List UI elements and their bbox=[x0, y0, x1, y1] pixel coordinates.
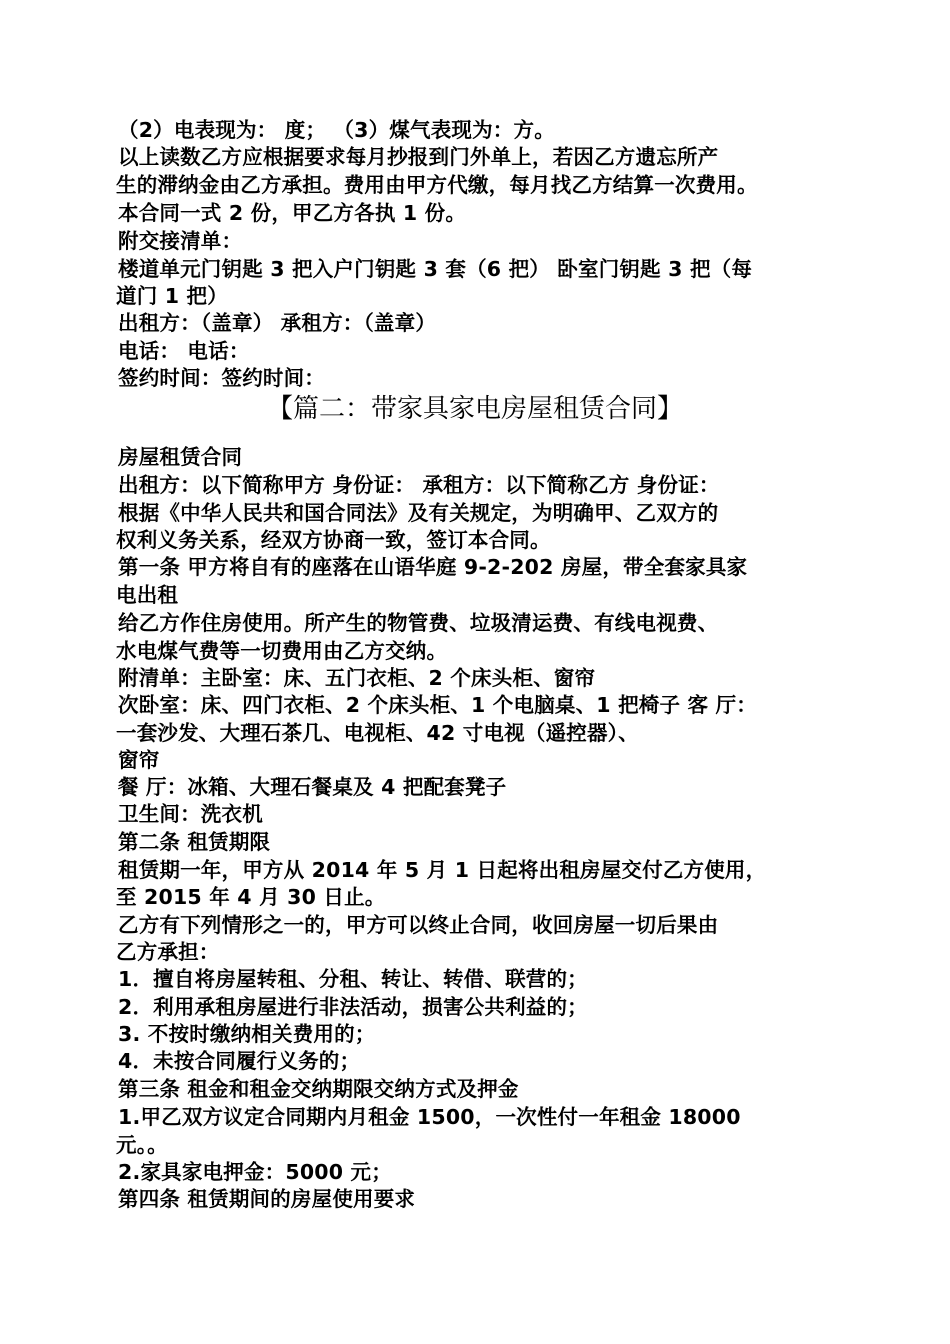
text-line: 租赁期一年，甲方从 2014 年 5 月 1 日起将出租房屋交付乙方使用， bbox=[118, 858, 767, 882]
text-line: （2）电表现为： 度； （3）煤气表现为：方。 bbox=[118, 118, 555, 142]
text-line: 乙方有下列情形之一的，甲方可以终止合同，收回房屋一切后果由 bbox=[118, 913, 719, 937]
text-line: 次卧室：床、四门衣柜、2 个床头柜、1 个电脑桌、1 把椅子 客 厅： bbox=[118, 693, 757, 717]
text-line: 给乙方作住房使用。所产生的物管费、垃圾清运费、有线电视费、 bbox=[118, 611, 719, 635]
text-line: 出租方：以下简称甲方 身份证： 承租方：以下简称乙方 身份证： bbox=[118, 473, 720, 497]
text-line: 水电煤气费等一切费用由乙方交纳。 bbox=[116, 639, 448, 663]
text-line: 本合同一式 2 份，甲乙方各执 1 份。 bbox=[118, 201, 467, 225]
text-line: 乙方承担： bbox=[116, 940, 220, 964]
text-line: 3. 不按时缴纳相关费用的； bbox=[118, 1022, 376, 1046]
text-line: 房屋租赁合同 bbox=[118, 445, 243, 469]
text-line: 元。。 bbox=[116, 1133, 168, 1157]
text-line: 第二条 租赁期限 bbox=[118, 830, 271, 854]
text-line: 权利义务关系，经双方协商一致，签订本合同。 bbox=[116, 528, 551, 552]
text-line: 1．擅自将房屋转租、分租、转让、转借、联营的； bbox=[118, 967, 588, 991]
text-line: 窗帘 bbox=[118, 748, 160, 772]
text-line: 1.甲乙双方议定合同期内月租金 1500，一次性付一年租金 18000 bbox=[118, 1105, 741, 1129]
text-line: 第一条 甲方将自有的座落在山语华庭 9-2-202 房屋，带全套家具家 bbox=[118, 555, 748, 579]
text-line: 第三条 租金和租金交纳期限交纳方式及押金 bbox=[118, 1077, 519, 1101]
text-line: 2.家具家电押金：5000 元； bbox=[118, 1160, 392, 1184]
text-line: 楼道单元门钥匙 3 把入户门钥匙 3 套（6 把） 卧室门钥匙 3 把（每 bbox=[118, 257, 753, 281]
text-line: 附清单：主卧室：床、五门衣柜、2 个床头柜、窗帘 bbox=[118, 666, 596, 690]
text-line: 2．利用承租房屋进行非法活动，损害公共利益的； bbox=[118, 995, 588, 1019]
text-line: 第四条 租赁期间的房屋使用要求 bbox=[118, 1187, 416, 1211]
text-line: 生的滞纳金由乙方承担。费用由甲方代缴，每月找乙方结算一次费用。 bbox=[116, 173, 758, 197]
text-line: 道门 1 把） bbox=[116, 284, 228, 308]
text-line: 附交接清单： bbox=[118, 229, 243, 253]
text-line: 电话： 电话： bbox=[118, 339, 250, 363]
text-line: 出租方：（盖章） 承租方：（盖章） bbox=[118, 311, 437, 335]
text-line: 电出租 bbox=[116, 583, 179, 607]
text-line: 4．未按合同履行义务的； bbox=[118, 1049, 361, 1073]
text-line: 餐 厅：冰箱、大理石餐桌及 4 把配套凳子 bbox=[118, 775, 507, 799]
text-line: 一套沙发、大理石茶几、电视柜、42 寸电视（遥控器）、 bbox=[116, 721, 639, 745]
text-line: 以上读数乙方应根据要求每月抄报到门外单上，若因乙方遗忘所产 bbox=[118, 145, 719, 169]
text-line: 根据《中华人民共和国合同法》及有关规定，为明确甲、乙双方的 bbox=[118, 501, 719, 525]
text-line: 至 2015 年 4 月 30 日止。 bbox=[116, 885, 386, 909]
text-line: 卫生间：洗衣机 bbox=[118, 802, 263, 826]
text-line: 签约时间：签约时间： bbox=[118, 366, 325, 390]
section-heading: 【篇二：带家具家电房屋租赁合同】 bbox=[266, 394, 683, 424]
